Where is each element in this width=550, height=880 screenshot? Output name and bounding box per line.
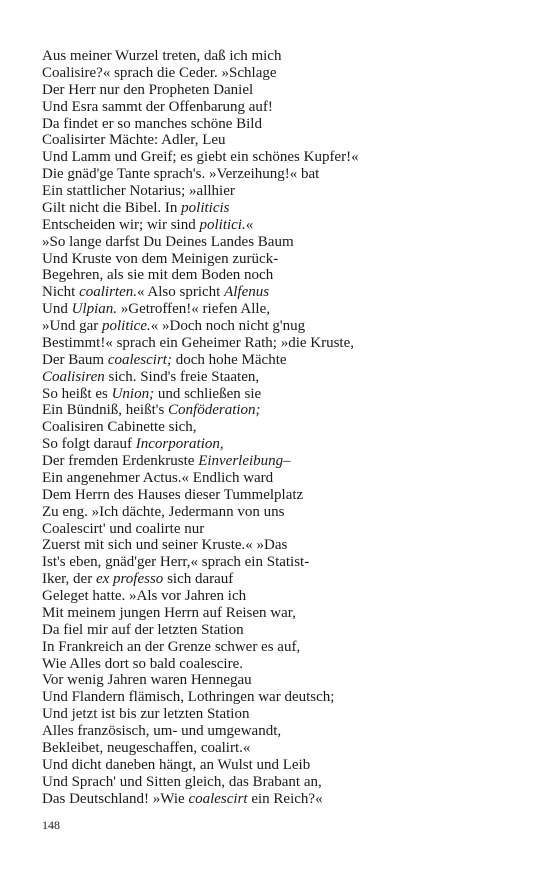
poem-line (42, 116, 359, 133)
text-run: Coalescirt' und coalirte nur (42, 520, 205, 537)
text-run: »So lange darfst Du Deines Landes Baum (42, 233, 294, 250)
poem-text-block (42, 48, 359, 807)
text-run: Bestimmt!« sprach ein Geheimer Rath; »die Kruste, (42, 334, 355, 351)
text-run: « Also spricht (136, 284, 225, 301)
poem-line (42, 672, 359, 689)
text-run: Ein Bündniß, heißt's (42, 402, 169, 419)
text-run: Der fremden Erdenkruste (42, 453, 199, 469)
italic-text: Alfenus (224, 284, 270, 301)
text-run: Und jetzt ist bis zur letzten Station (42, 706, 250, 723)
text-run: ein Reich?« (247, 790, 323, 807)
poem-line (42, 335, 359, 352)
text-run: Alles französisch, um- und umgewandt, (42, 723, 282, 739)
text-run: Coalisiren Cabinette sich, (42, 419, 197, 436)
text-run: In Frankreich an der Grenze schwer es auf, (42, 638, 301, 655)
italic-text: Einverleibung (198, 453, 284, 469)
text-run: Der Baum (42, 351, 108, 368)
poem-line (42, 706, 359, 723)
text-run: Coalisirter Mächte: Adler, Leu (42, 132, 226, 149)
poem-line (42, 639, 359, 656)
poem-line (42, 470, 359, 487)
text-run: sich darauf (163, 571, 234, 588)
poem-line (42, 554, 359, 571)
text-run: – (283, 453, 291, 469)
text-run: Der Herr nur den Propheten Daniel (42, 81, 254, 98)
italic-text: Union; (111, 385, 155, 402)
text-run: Zu eng. »Ich dächte, Jedermann von uns (42, 503, 285, 520)
text-run: Wie Alles dort so bald coalescire. (42, 655, 243, 672)
text-run: Ein angenehmer Actus.« Endlich ward (42, 469, 274, 486)
italic-text: coalirten. (79, 284, 137, 301)
poem-line (42, 234, 359, 251)
poem-line (42, 82, 359, 99)
italic-text: coalescirt (188, 790, 248, 807)
text-run: Und (42, 301, 72, 318)
text-run: Da fiel mir auf der letzten Station (42, 621, 244, 638)
text-run: Die gnäd'ge Tante sprach's. »Verzeihung!« bat (42, 166, 320, 183)
poem-line (42, 605, 359, 622)
poem-line (42, 251, 359, 268)
poem-line (42, 166, 359, 183)
text-run: « »Doch noch nicht g'nug (150, 318, 306, 334)
text-run: Ein stattlicher Notarius; »allhier (42, 183, 235, 199)
text-run: So folgt darauf (42, 436, 136, 453)
poem-line (42, 217, 359, 234)
poem-line (42, 571, 359, 588)
poem-line (42, 149, 359, 166)
poem-line (42, 65, 359, 82)
italic-text: Conföderation; (168, 402, 261, 419)
text-run: Dem Herrn des Hauses dieser Tummelplatz (42, 486, 304, 503)
text-run: Begehren, als sie mit dem Boden noch (42, 267, 274, 284)
poem-line (42, 352, 359, 369)
poem-line (42, 656, 359, 673)
text-run: Nicht (42, 284, 80, 301)
poem-line (42, 453, 359, 470)
text-run: Ist's eben, gnäd'ger Herr,« sprach ein Statist- (42, 554, 310, 571)
poem-line (42, 301, 359, 318)
text-run: Und Kruste von dem Meinigen zurück- (42, 250, 279, 267)
italic-text: ex professo (95, 571, 164, 588)
poem-line (42, 200, 359, 217)
poem-line (42, 48, 359, 65)
poem-line (42, 622, 359, 639)
italic-text: Coalisiren (42, 368, 105, 385)
text-run: Bekleibet, neugeschaffen, coalirt.« (42, 739, 251, 756)
text-run: So heißt es (42, 385, 112, 402)
text-run: Mit meinem jungen Herrn auf Reisen war, (42, 604, 296, 621)
text-run: sich. Sind's freie Staaten, (104, 368, 260, 385)
text-run: Zuerst mit sich und seiner Kruste.« »Das (42, 537, 288, 554)
text-run: »Und gar (42, 318, 102, 334)
poem-line (42, 588, 359, 605)
poem-line (42, 504, 359, 521)
italic-text: politici. (199, 216, 246, 233)
text-run: »Getroffen!« riefen Alle, (117, 301, 271, 318)
text-run: Und Lamm und Greif; es giebt ein schönes Kupfer!« (42, 149, 359, 166)
poem-line (42, 487, 359, 504)
text-run: Und Sprach' und Sitten gleich, das Brabant an, (42, 773, 322, 790)
text-run: Und Esra sammt der Offenbarung auf! (42, 98, 273, 115)
italic-text: politice. (102, 318, 151, 334)
italic-text: politicis (181, 199, 230, 216)
text-run: Und dicht daneben hängt, an Wulst und Leib (42, 756, 311, 773)
italic-text: Ulpian. (71, 301, 118, 318)
poem-line (42, 723, 359, 740)
italic-text: Incorporation, (135, 436, 224, 453)
poem-line (42, 537, 359, 554)
poem-line (42, 419, 359, 436)
poem-line (42, 740, 359, 757)
page-number: 148 (42, 818, 60, 832)
poem-line (42, 689, 359, 706)
text-run: Iker, der (42, 571, 96, 588)
poem-line (42, 183, 359, 200)
text-run: Das Deutschland! »Wie (42, 790, 189, 807)
poem-line (42, 284, 359, 301)
text-run: Vor wenig Jahren waren Hennegau (42, 672, 252, 689)
text-run: « (245, 216, 254, 233)
poem-line (42, 318, 359, 335)
text-run: Geleget hatte. »Als vor Jahren ich (42, 588, 247, 604)
poem-line (42, 757, 359, 774)
text-run: Gilt nicht die Bibel. In (42, 199, 182, 216)
text-run: Aus meiner Wurzel treten, daß ich mich (42, 48, 282, 64)
poem-line (42, 99, 359, 116)
text-run: und schließen sie (154, 385, 262, 402)
poem-line (42, 402, 359, 419)
text-run: Coalisire?« sprach die Ceder. »Schlage (42, 64, 277, 81)
poem-line (42, 267, 359, 284)
poem-line (42, 436, 359, 453)
poem-line (42, 774, 359, 791)
text-run: Und Flandern flämisch, Lothringen war deutsch; (42, 689, 335, 706)
italic-text: coalescirt; (107, 351, 172, 368)
poem-line (42, 132, 359, 149)
poem-line (42, 791, 359, 808)
text-run: Entscheiden wir; wir sind (42, 216, 200, 233)
text-run: doch hohe Mächte (171, 351, 287, 368)
poem-line (42, 386, 359, 403)
poem-line (42, 369, 359, 386)
text-run: Da findet er so manches schöne Bild (42, 115, 262, 132)
poem-line (42, 521, 359, 538)
